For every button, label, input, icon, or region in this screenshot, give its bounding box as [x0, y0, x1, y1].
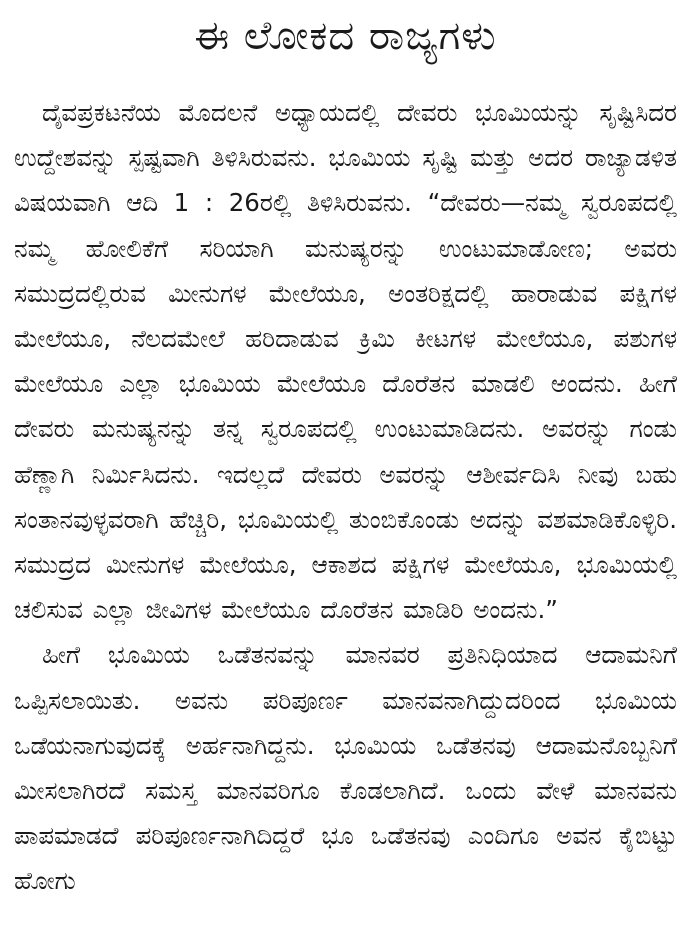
- page-title: ಈ ಲೋಕದ ರಾಜ್ಯಗಳು: [194, 13, 497, 59]
- paragraph-2: ಹೀಗೆ ಭೂಮಿಯ ಒಡೆತನವನ್ನು ಮಾನವರ ಪ್ರತಿನಿಧಿಯಾದ ಆದಾಮನಿಗೆ ಒಪ್ಪಿಸಲಾಯಿತು. ಅವನು ಪರಿಪೂರ್ಣ ಮಾನವನಾಗಿದ್ದುದರಿಂದ ಭೂಮಿಯ ಒಡೆಯನಾಗುವುದಕ್ಕೆ ಅರ್ಹನಾಗಿದ್ದನು. ಭೂಮಿಯ ಒಡೆತನವು ಆದಾಮನೊಬ್ಬನಿಗೆ ಮೀಸಲಾಗಿರದೆ ಸಮಸ್ತ ಮಾನವರಿಗೂ ಕೊಡಲಾಗಿದೆ. ಒಂದು ವೇಳೆ ಮಾನವನು ಪಾಪಮಾಡದೆ ಪರಿಪೂರ್ಣನಾಗಿದಿದ್ದರೆ ಭೂ ಒಡೆತನವು ಎಂದಿಗೂ ಅವನ ಕೈಬಿಟ್ಟು ಹೋಗು: [14, 640, 677, 896]
- paragraph-1: ದೈವಪ್ರಕಟನೆಯ ಮೊದಲನೆ ಅಧ್ಯಾಯದಲ್ಲಿ ದೇವರು ಭೂಮಿಯನ್ನು ಸೃಷ್ಟಿಸಿದರ ಉದ್ದೇಶವನ್ನು ಸ್ಪಷ್ಟವಾಗಿ ತಿಳಿಸಿರುವನು. ಭೂಮಿಯ ಸೃಷ್ಟಿ ಮತ್ತು ಅದರ ರಾಜ್ಯಾಡಳಿತ ವಿಷಯವಾಗಿ ಆದಿ 1 : 26ರಲ್ಲಿ ತಿಳಿಸಿರುವನು. “ದೇವರು—ನಮ್ಮ ಸ್ವರೂಪದಲ್ಲಿ ನಮ್ಮ ಹೋಲಿಕೆಗೆ ಸರಿಯಾಗಿ ಮನುಷ್ಯರನ್ನು ಉಂಟುಮಾಡೋಣ; ಅವರು ಸಮುದ್ರದಲ್ಲಿರುವ ಮೀನುಗಳ ಮೇಲೆಯೂ, ಅಂತರಿಕ್ಷದಲ್ಲಿ ಹಾರಾಡುವ ಪಕ್ಷಿಗಳ ಮೇಲೆಯೂ, ನೆಲದಮೇಲೆ ಹರಿದಾಡುವ ಕ್ರಿಮಿ ಕೀಟಗಳ ಮೇಲೆಯೂ, ಪಶುಗಳ ಮೇಲೆಯೂ ಎಲ್ಲಾ ಭೂಮಿಯ ಮೇಲೆಯೂ ದೊರೆತನ ಮಾಡಲಿ ಅಂದನು. ಹೀಗೆ ದೇವರು ಮನುಷ್ಯನನ್ನು ತನ್ನ ಸ್ವರೂಪದಲ್ಲಿ ಉಂಟುಮಾಡಿದನು. ಅವರನ್ನು ಗಂಡು ಹೆಣ್ಣಾಗಿ ನಿರ್ಮಿಸಿದನು. ಇದಲ್ಲದೆ ದೇವರು ಅವರನ್ನು ಆಶೀರ್ವದಿಸಿ ನೀವು ಬಹು ಸಂತಾನವುಳ್ಳವರಾಗಿ ಹೆಚ್ಚಿರಿ, ಭೂಮಿಯಲ್ಲಿ ತುಂಬಿಕೊಂಡು ಅದನ್ನು ವಶಮಾಡಿಕೊಳ್ಳಿರಿ. ಸಮುದ್ರದ ಮೀನುಗಳ ಮೇಲೆಯೂ, ಆಕಾಶದ ಪಕ್ಷಿಗಳ ಮೇಲೆಯೂ, ಭೂಮಿಯಲ್ಲಿ ಚಲಿಸುವ ಎಲ್ಲಾ ಜೀವಿಗಳ ಮೇಲೆಯೂ ದೊರೆತನ ಮಾಡಿರಿ ಅಂದನು.”: [14, 98, 677, 625]
